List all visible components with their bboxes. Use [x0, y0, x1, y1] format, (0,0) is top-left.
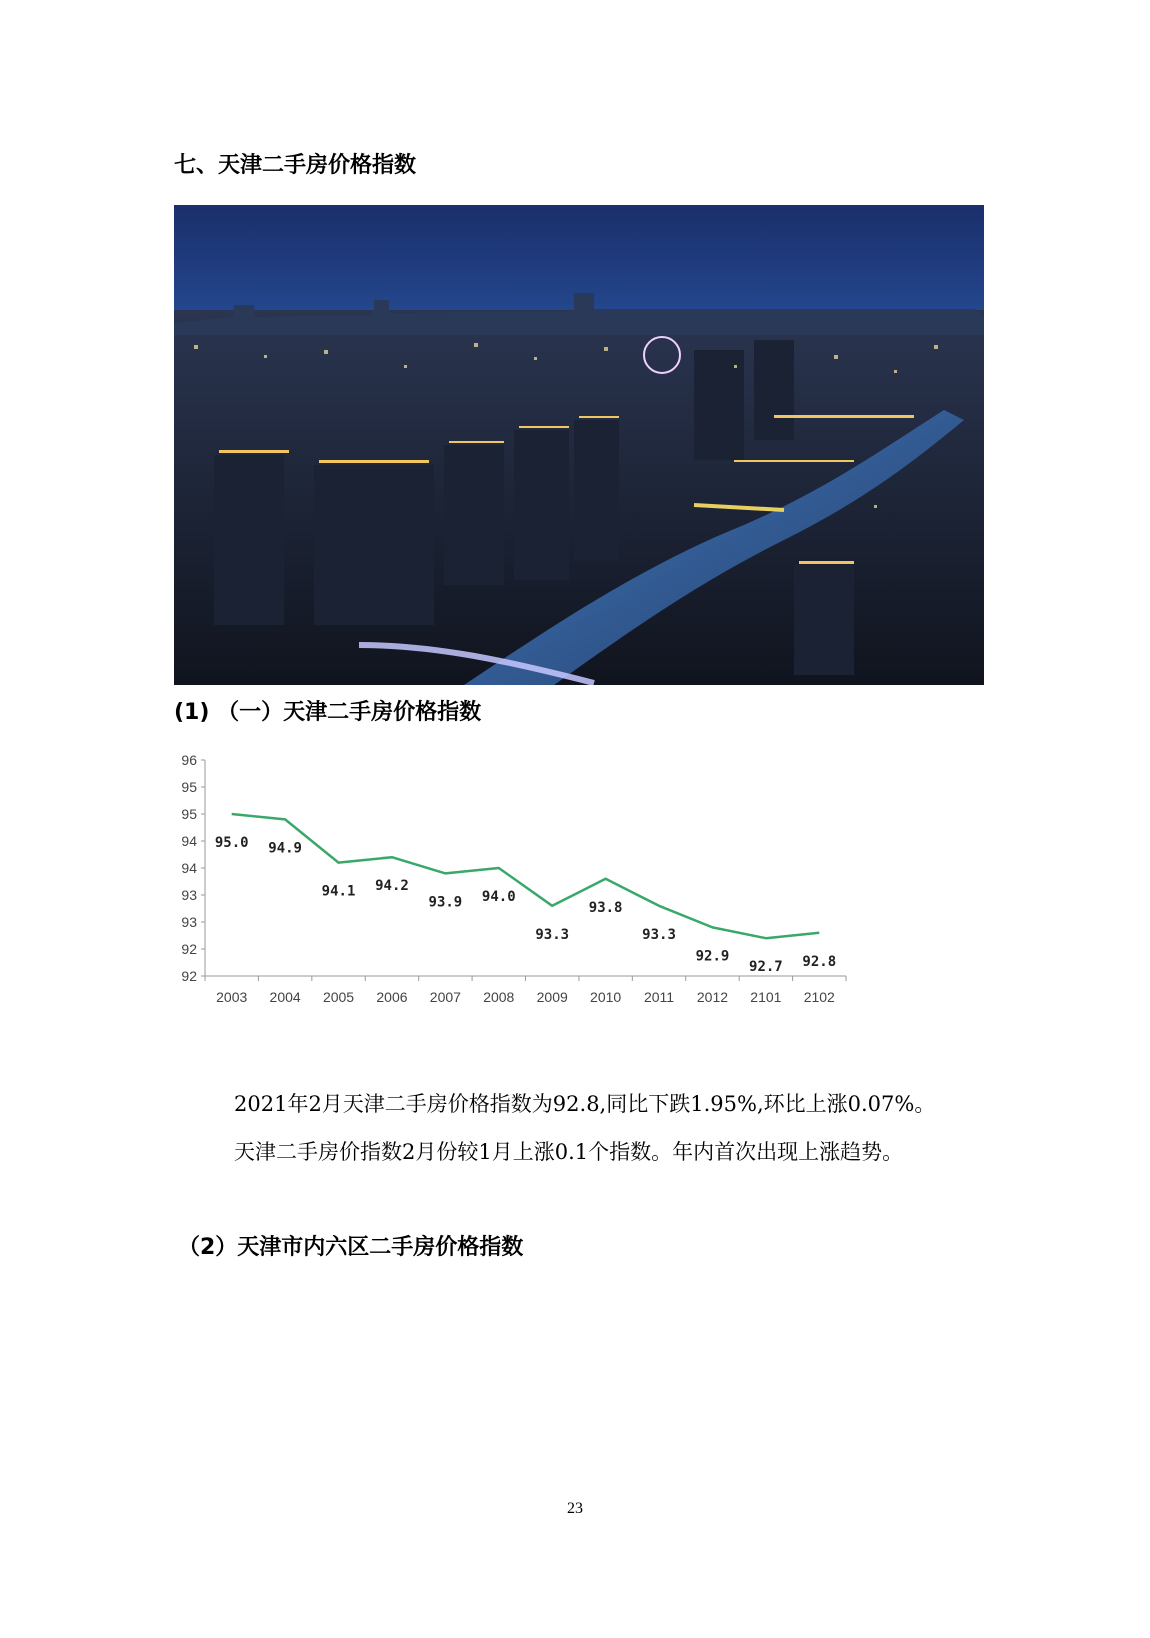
data-label: 95.0	[214, 835, 249, 851]
x-tick-label: 2010	[590, 989, 622, 1005]
paragraph-2: 天津二手房价指数2月份较1月上涨0.1个指数。年内首次出现上涨趋势。	[234, 1140, 904, 1164]
data-label: 93.3	[535, 926, 570, 943]
x-tick-label: 2005	[322, 989, 355, 1005]
data-label: 94.2	[375, 878, 409, 895]
y-tick-label: 95	[181, 806, 197, 822]
subsection-1-title: (1) （一）天津二手房价格指数	[174, 700, 482, 725]
x-tick-label: 2102	[803, 989, 835, 1005]
x-tick-label: 2101	[750, 989, 782, 1005]
data-label: 92.8	[802, 953, 837, 970]
price-index-chart	[174, 748, 894, 1028]
series-line	[232, 814, 820, 938]
y-tick-label: 96	[181, 752, 197, 768]
data-label: 92.9	[695, 948, 730, 965]
y-tick-label: 95	[181, 779, 197, 795]
y-tick-label: 92	[181, 941, 197, 957]
page-number: 23	[567, 1500, 583, 1517]
x-tick-label: 2012	[696, 989, 729, 1005]
data-label: 92.7	[749, 959, 783, 976]
x-tick-label: 2004	[269, 989, 301, 1005]
y-tick-label: 94	[181, 860, 197, 876]
city-night-photo	[174, 205, 984, 685]
data-label: 94.1	[321, 883, 356, 900]
data-label: 94.9	[268, 840, 302, 857]
data-label: 94.0	[481, 889, 516, 905]
x-tick-label: 2007	[429, 989, 461, 1005]
x-tick-label: 2003	[216, 989, 248, 1005]
y-tick-label: 93	[181, 914, 197, 930]
y-tick-label: 94	[181, 833, 197, 849]
x-tick-label: 2008	[483, 989, 515, 1005]
subsection-2-title: （2）天津市内六区二手房价格指数	[178, 1235, 524, 1260]
y-tick-label: 92	[181, 968, 197, 984]
data-label: 93.3	[642, 926, 676, 943]
paragraph-1: 2021年2月天津二手房价格指数为92.8,同比下跌1.95%,环比上涨0.07%。	[234, 1092, 936, 1116]
x-tick-label: 2011	[643, 989, 675, 1005]
x-tick-label: 2009	[536, 989, 568, 1005]
y-tick-label: 93	[181, 887, 197, 903]
price-index-chart-svg	[174, 748, 894, 1028]
data-label: 93.9	[428, 894, 463, 911]
data-label: 93.8	[588, 899, 623, 916]
x-tick-label: 2006	[376, 989, 408, 1005]
section-title: 七、天津二手房价格指数	[174, 153, 417, 178]
